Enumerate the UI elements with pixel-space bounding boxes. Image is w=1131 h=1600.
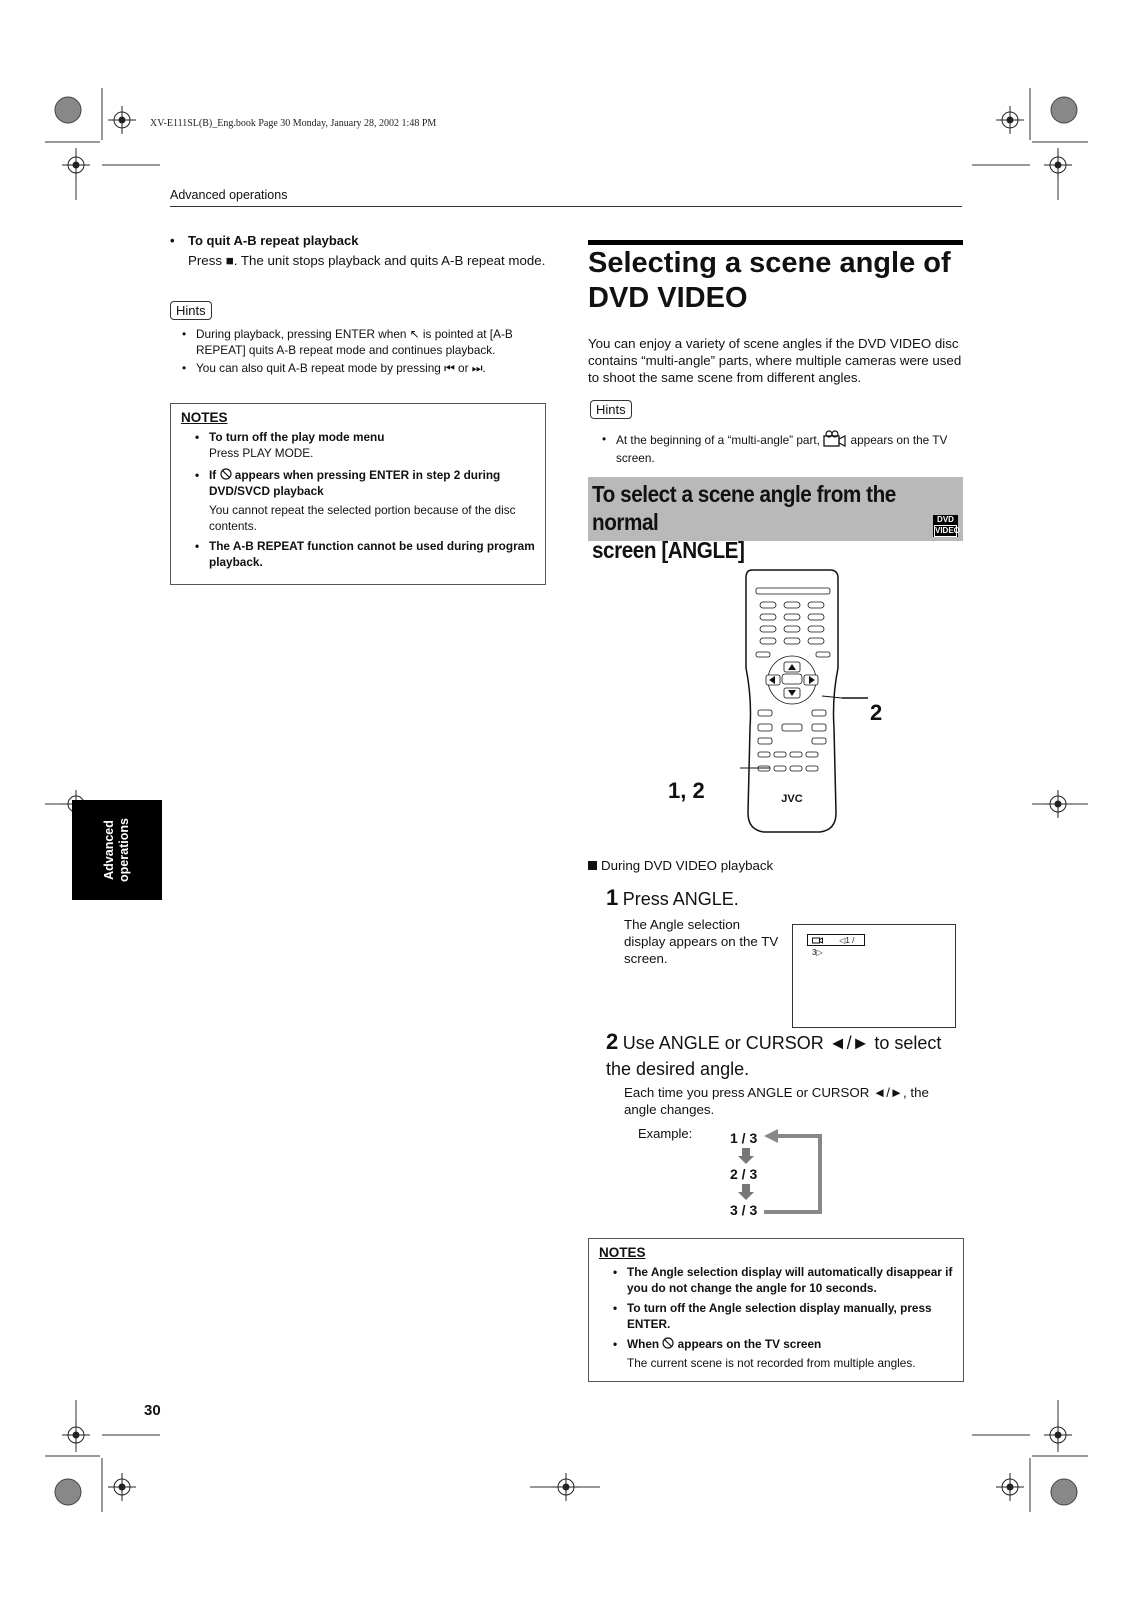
callout-step-1-2: 1, 2 [668, 778, 705, 803]
angle-indicator: ◁1 / 3▷ [807, 934, 865, 946]
camera-icon [823, 430, 847, 448]
prohibited-icon [662, 1337, 674, 1349]
side-tab-line-2: operations [117, 818, 131, 882]
step-1-heading: 1 Press ANGLE. [606, 885, 739, 910]
camera-icon [812, 935, 823, 944]
prohibited-icon [220, 468, 232, 480]
note-title: • To turn off the play mode menu [195, 429, 535, 445]
notes-title: NOTES [599, 1245, 646, 1260]
hints-badge-right: Hints [590, 400, 632, 419]
during-label: During DVD VIDEO playback [588, 858, 773, 873]
example-step-1: 1 / 3 [730, 1130, 758, 1146]
hint-camera: • At the beginning of a “multi-angle” part, appears on the TV screen. [602, 430, 962, 467]
remote-control-illustration [720, 568, 920, 843]
notes-box-left [170, 403, 546, 585]
hint-item: • During playback, pressing ENTER when ↖ is pointed at [A-B REPEAT] quits A-B repeat mode and continues playback. [182, 326, 544, 358]
page-title: Selecting a scene angle of DVD VIDEO [588, 247, 951, 314]
side-tab-line-1: Advanced [102, 820, 116, 880]
title-rule [588, 240, 963, 245]
hints-badge-left: Hints [170, 301, 212, 320]
note-body: The current scene is not recorded from multiple angles. [627, 1356, 916, 1370]
dvd-video-badge: DVD VIDEO [935, 515, 960, 535]
quit-ab-body: Press ■. The unit stops playback and quits A-B repeat mode. [188, 253, 546, 268]
example-step-2: 2 / 3 [730, 1166, 758, 1182]
note-title: • If appears when pressing ENTER in step 2 during DVD/SVCD playback [195, 467, 535, 499]
step-2-body: Each time you press ANGLE or CURSOR ◄/►, the angle changes. [624, 1085, 929, 1117]
hints-list-left [182, 326, 544, 376]
note-body: You cannot repeat the selected portion because of the disc contents. [209, 503, 516, 533]
example-cycle-arrows [736, 1128, 826, 1220]
example-label: Example: [638, 1126, 693, 1141]
section-title: To select a scene angle from the normal screen [ANGLE] [592, 481, 896, 563]
callout-step-2: 2 [870, 700, 883, 725]
remote-brand: JVC [781, 793, 803, 805]
quit-ab-title: • To quit A-B repeat playback [170, 233, 358, 248]
notes-box-right [588, 1238, 964, 1382]
note-item: • When appears on the TV screen [613, 1336, 953, 1352]
page-number: 30 [144, 1402, 161, 1419]
header-rule [170, 206, 962, 207]
tv-screen-display [792, 924, 956, 1028]
notes-title: NOTES [181, 410, 228, 425]
note-item: • The Angle selection display will automatically disappear if you do not change the angle for 10 seconds. [613, 1264, 953, 1296]
example-step-3: 3 / 3 [730, 1202, 758, 1218]
step-2-heading: 2 Use ANGLE or CURSOR ◄/► to select the desired angle. [606, 1029, 942, 1079]
note-title: • The A-B REPEAT function cannot be used during program playback. [195, 538, 535, 570]
print-info-line: XV-E111SL(B)_Eng.book Page 30 Monday, January 28, 2002 1:48 PM [150, 118, 437, 129]
section-side-tab [72, 800, 162, 900]
note-body: Press PLAY MODE. [209, 446, 314, 460]
note-item: • To turn off the Angle selection display manually, press ENTER. [613, 1300, 953, 1332]
step-1-body: The Angle selection display appears on the TV screen. [624, 917, 779, 966]
running-head: Advanced operations [170, 188, 288, 202]
hint-item: • You can also quit A-B repeat mode by pressing ⏮ or ⏭. [182, 360, 544, 376]
intro-paragraph: You can enjoy a variety of scene angles if the DVD VIDEO disc contains “multi-angle” parts, where multiple cameras were used to shoot the same scene from different angles. [588, 336, 962, 385]
